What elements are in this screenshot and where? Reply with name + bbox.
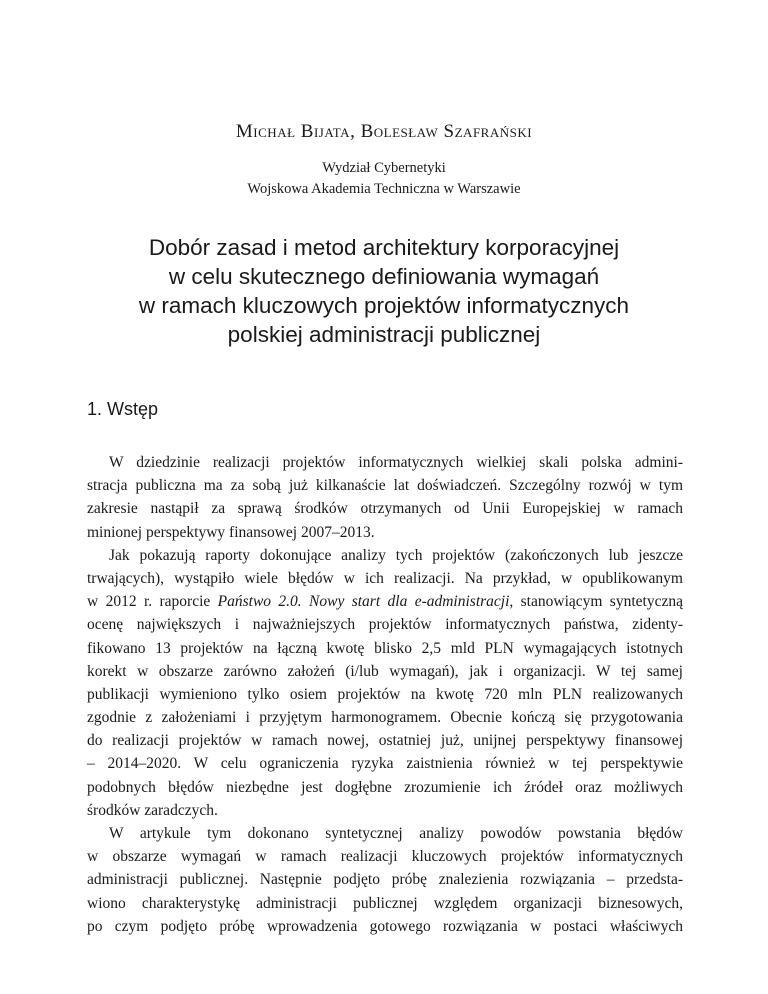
text-line: korekt w obszarze zarówno założeń (i/lub wymagań), jak i organizacji. W tej samej — [87, 662, 683, 680]
text-fragment: , stanowiącym syntetyczną — [509, 593, 683, 611]
text-line: administracji publicznej. Następnie podjęto próbę znalezienia rozwiązania – przedsta- — [87, 871, 683, 889]
text-line: w obszarze wymagań w ramach realizacji kluczowych projektów informatycznych — [87, 848, 683, 866]
text-line: fikowano 13 projektów na łączną kwotę blisko 2,5 mld PLN wymagających istotnych — [87, 639, 683, 657]
text-line-with-citation — [87, 590, 683, 613]
text-line: ocenę największych i najważniejszych projektów informatycznych państwa, zidenty- — [87, 616, 683, 634]
text-line: wiono charakterystykę administracji publicznej względem organizacji biznesowych, — [87, 894, 683, 912]
authors: Michał Bijata, Bolesław Szafrański — [235, 121, 533, 142]
text-line: minionej perspektywy finansowej 2007–2013. — [87, 523, 375, 541]
text-line: podobnych błędów niezbędne jest dogłębne zrozumienie ich źródeł oraz możliwych — [87, 778, 683, 796]
body-text — [87, 451, 683, 938]
title-line: polskiej administracji publicznej — [227, 322, 541, 347]
text-line: do realizacji projektów w ramach nowej, ostatniej już, unijnej perspektywy finansowej — [87, 732, 683, 750]
text-line: stracja publiczna ma za sobą już kilkanaście lat doświadczeń. Szczególny rozwój w tym — [87, 477, 683, 495]
title-line: Dobór zasad i metod architektury korporacyjnej — [148, 235, 620, 260]
section-heading: 1. Wstęp — [87, 399, 159, 419]
text-line: środków zaradczych. — [87, 801, 218, 819]
text-line: W dziedzinie realizacji projektów informatycznych wielkiej skali polska admini- — [109, 454, 683, 471]
title-line: w ramach kluczowych projektów informatycznych — [138, 293, 630, 318]
paper-title — [0, 233, 768, 349]
text-line: zgodnie z założeniami i przyjętym harmonogramem. Obecnie kończą się przygotowania — [87, 709, 683, 727]
text-fragment: w 2012 r. raporcie — [87, 593, 218, 611]
text-line: trwających), wystąpiło wiele błędów w ich realizacji. Na przykład, w opublikowanym — [87, 569, 683, 587]
text-line: – 2014–2020. W celu ograniczenia ryzyka zaistnienia również w tej perspektywie — [87, 755, 683, 773]
title-line: w celu skutecznego definiowania wymagań — [168, 264, 600, 289]
affiliation-faculty: Wydział Cybernetyki — [322, 160, 446, 176]
text-line: zakresie nastąpił za sprawą środków otrzymanych od Unii Europejskiej w ramach — [87, 500, 683, 518]
text-line: Jak pokazują raporty dokonujące analizy tych projektów (zakończonych lub jeszcze — [109, 546, 683, 564]
report-title: Państwo 2.0. Nowy start dla e-administracji — [217, 593, 510, 611]
text-line: W artykule tym dokonano syntetycznej analizy powodów powstania błędów — [109, 825, 683, 842]
text-line: po czym podjęto próbę wprowadzenia gotowego rozwiązania w postaci właściwych — [87, 917, 683, 935]
affiliation-university: Wojskowa Akademia Techniczna w Warszawie — [247, 181, 521, 197]
text-line: publikacji wymieniono tylko osiem projektów na kwotę 720 mln PLN realizowanych — [87, 685, 683, 703]
